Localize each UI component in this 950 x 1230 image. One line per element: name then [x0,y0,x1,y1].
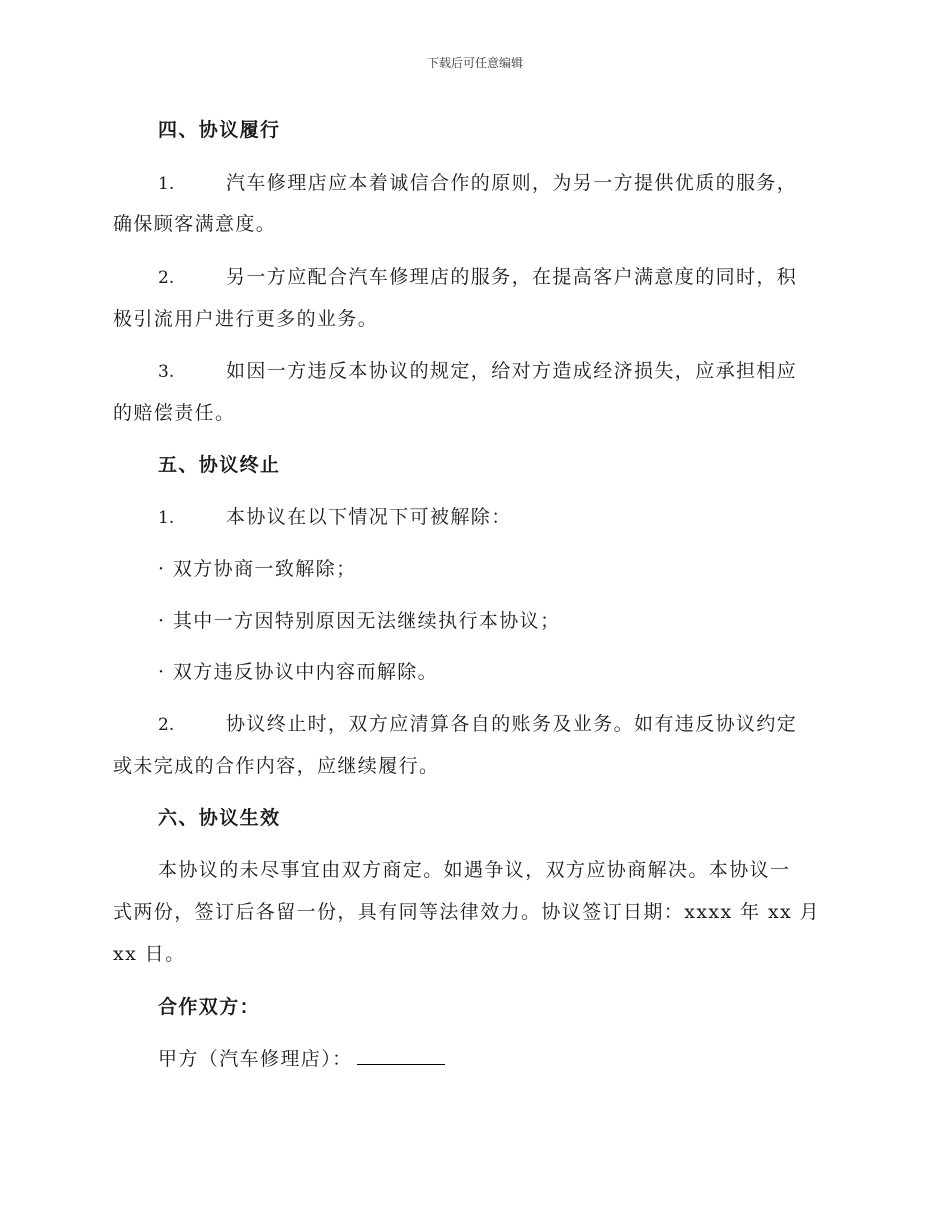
section-five-item1-line1 [158,502,512,529]
item-number: 2. [158,268,175,288]
section-six-line2: 式两份，签订后各留一份，具有同等法律效力。协议签订日期：xxxx 年 xx 月 [113,901,821,923]
section-five-title: 五、协议终止 [158,454,281,476]
section-six-title: 六、协议生效 [158,807,281,829]
signature-blank-line [357,1046,445,1065]
parties-title: 合作双方： [158,996,261,1018]
bullet-item: · 其中一方因特别原因无法继续执行本协议； [158,610,561,632]
item-text: 如因一方违反本协议的规定，给对方造成经济损失，应承担相应 [226,360,798,382]
section-four-item3-line2: 的赔偿责任。 [113,402,236,424]
section-four-title: 四、协议履行 [158,119,281,141]
item-number: 2. [158,715,175,735]
page-header: 下载后可任意编辑 [426,56,523,70]
section-four-item2-line2: 极引流用户进行更多的业务。 [113,308,379,330]
item-number: 1. [158,508,175,528]
item-number: 3. [158,362,175,382]
item-text: 协议终止时，双方应清算各自的账务及业务。如有违反协议约定 [226,713,798,735]
section-four-item3-line1 [158,356,797,383]
party-a-label: 甲方（汽车修理店）： [158,1048,353,1070]
party-a-line [158,1044,445,1071]
section-six-line1: 本协议的未尽事宜由双方商定。如遇争议，双方应协商解决。本协议一 [158,859,791,881]
item-text: 另一方应配合汽车修理店的服务，在提高客户满意度的同时，积 [226,266,798,288]
item-text: 本协议在以下情况下可被解除： [226,506,512,528]
item-text: 汽车修理店应本着诚信合作的原则，为另一方提供优质的服务， [226,172,798,194]
section-four-item1-line1 [158,168,797,195]
section-five-item2-line1 [158,709,797,736]
bullet-item: · 双方协商一致解除； [158,558,357,580]
section-four-item2-line1 [158,262,797,289]
section-four-item1-line2: 确保顾客满意度。 [113,213,277,235]
section-six-line3: xx 日。 [113,943,186,965]
section-five-item2-line2: 或未完成的合作内容，应继续履行。 [113,755,440,777]
item-number: 1. [158,174,175,194]
bullet-item: · 双方违反协议中内容而解除。 [158,661,439,683]
